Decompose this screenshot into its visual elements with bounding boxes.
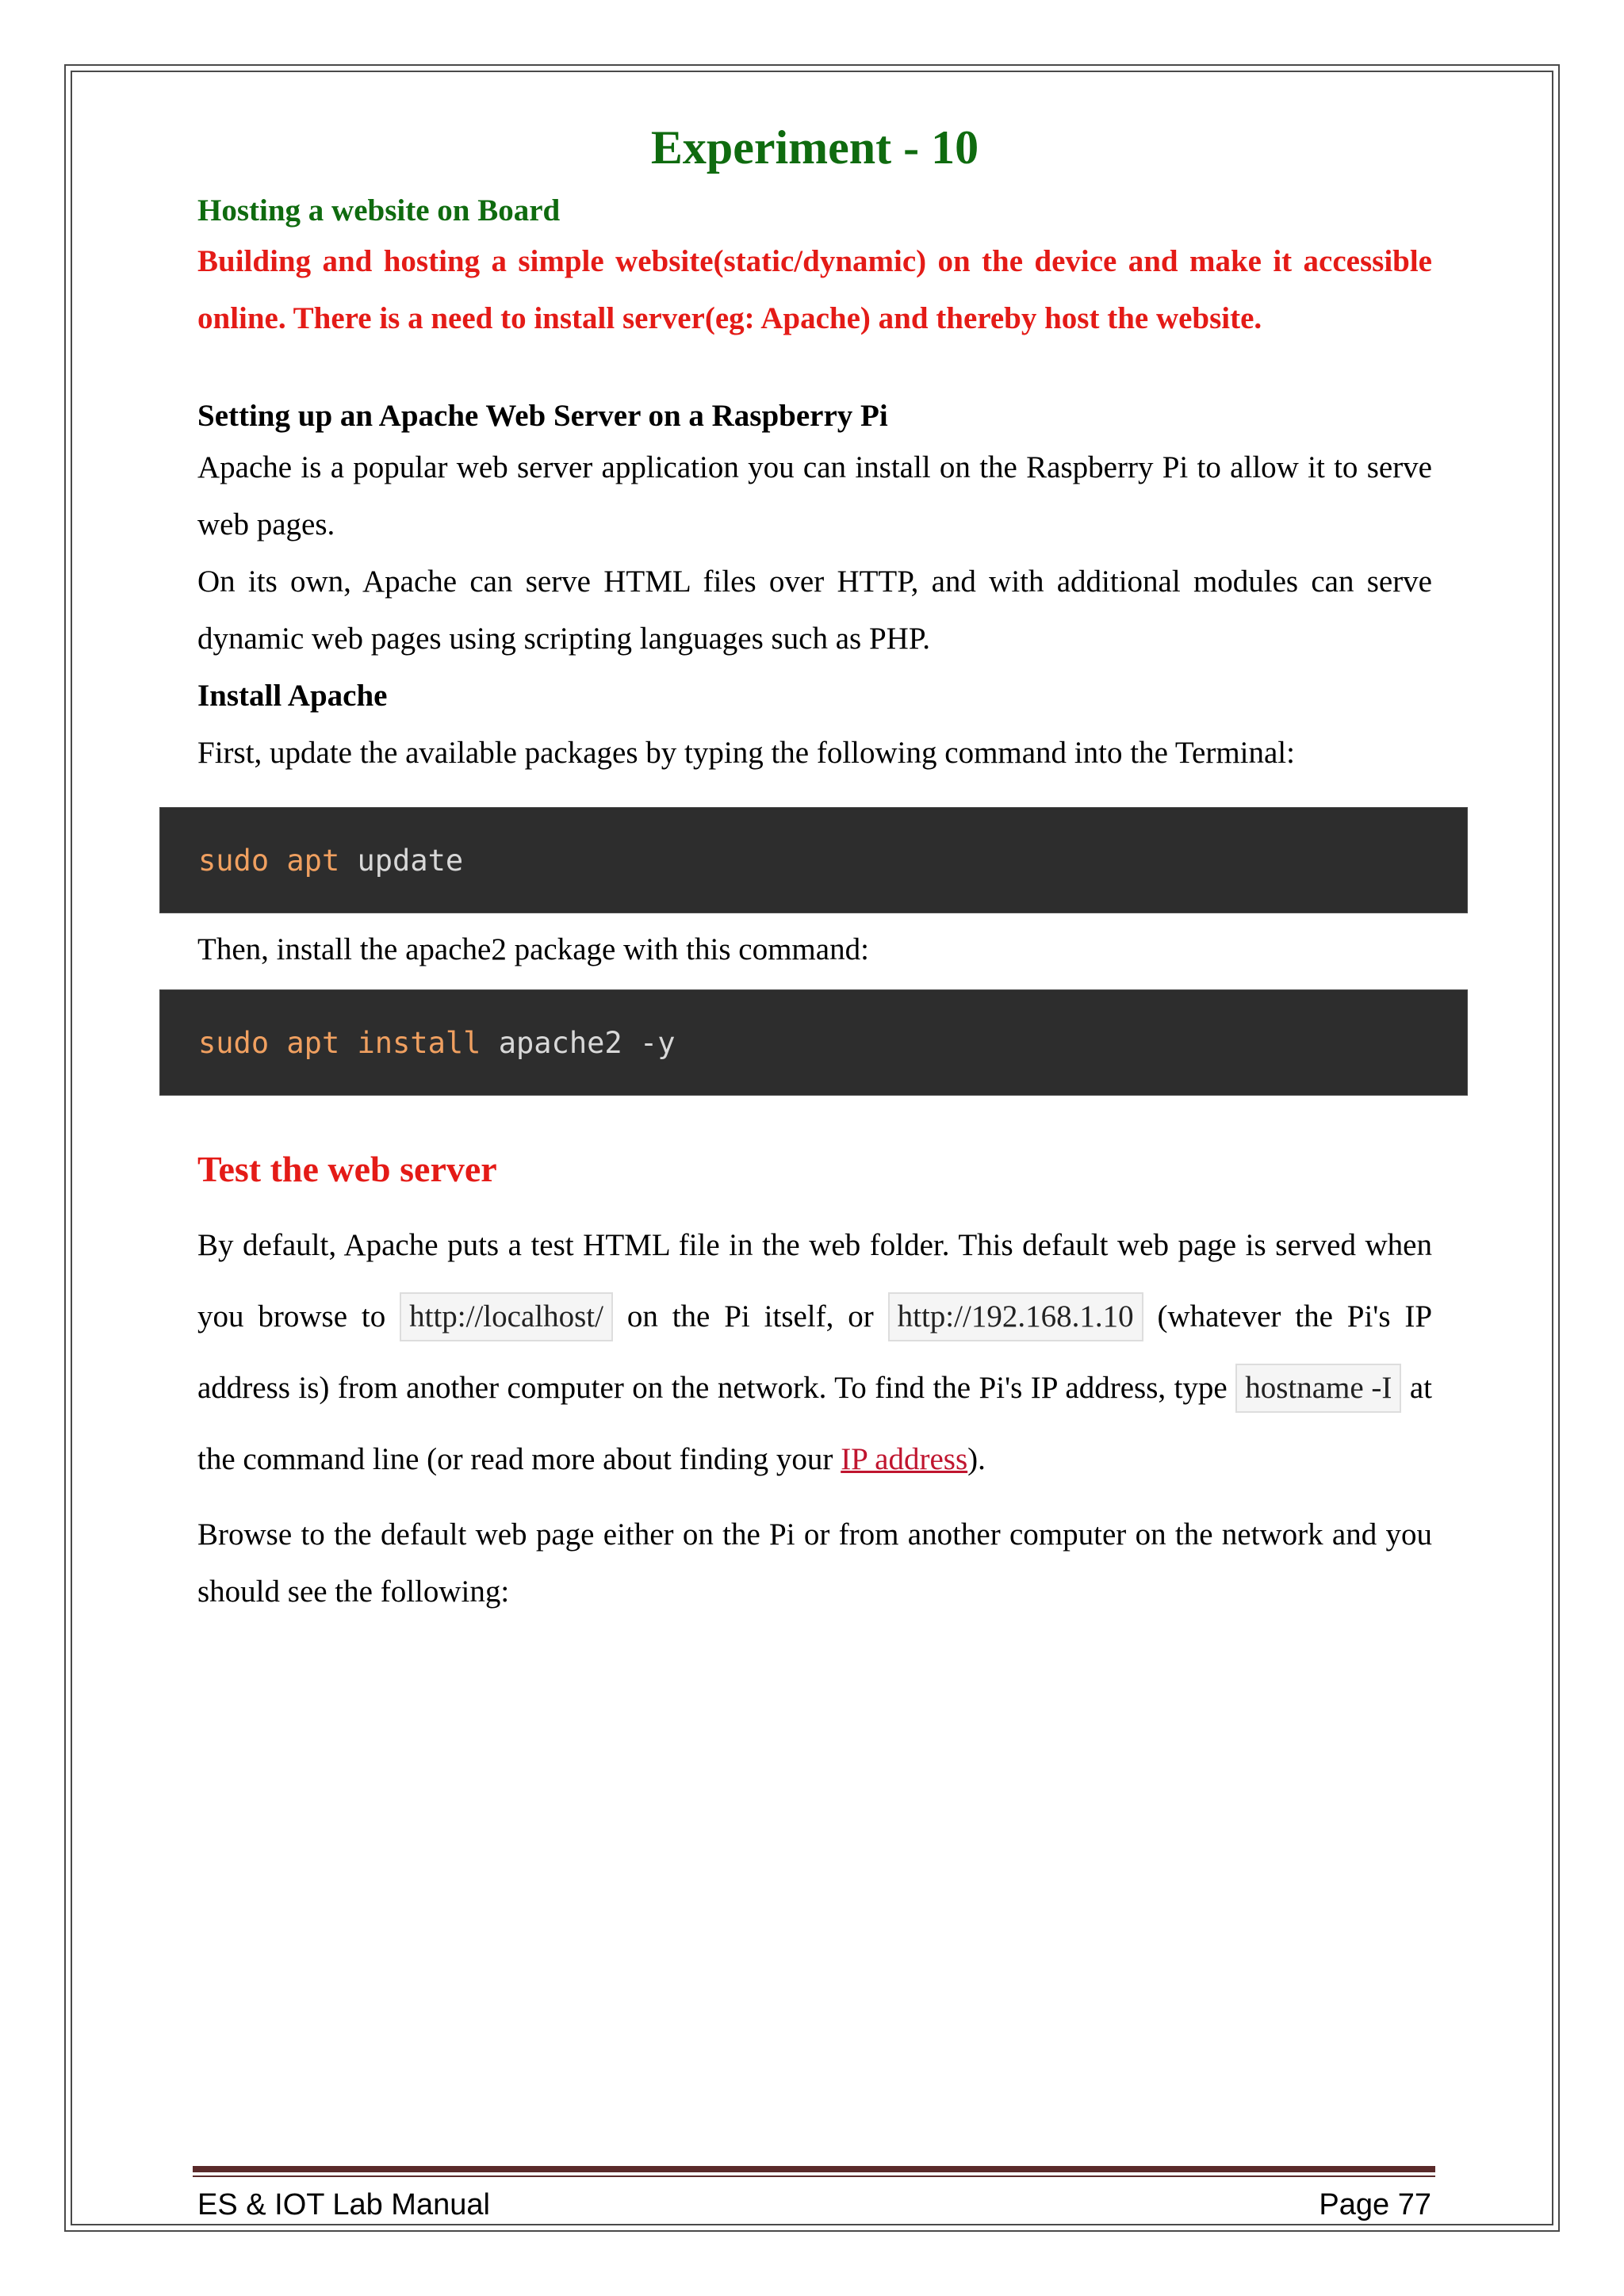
test-server-paragraph bbox=[197, 1210, 1432, 1495]
code-keyword: sudo bbox=[198, 843, 270, 878]
inline-code-hostname: hostname -I bbox=[1235, 1364, 1401, 1413]
inline-code-localhost: http://localhost/ bbox=[400, 1292, 613, 1341]
code-keyword: apt bbox=[286, 843, 340, 878]
code-keyword: install bbox=[357, 1025, 481, 1060]
inline-code-ip: http://192.168.1.10 bbox=[888, 1292, 1143, 1341]
text-run: at the command line (or read more about finding your bbox=[197, 1371, 1433, 1476]
experiment-title: Experiment - 10 bbox=[650, 121, 979, 174]
code-keyword: apt bbox=[286, 1025, 340, 1060]
install-then-paragraph: Then, install the apache2 package with this command: bbox=[197, 932, 869, 966]
code-keyword: sudo bbox=[198, 1025, 270, 1060]
text-run: ). bbox=[967, 1442, 986, 1476]
page-content bbox=[197, 111, 1432, 1621]
code-argument: apache2 -y bbox=[498, 1025, 676, 1060]
code-block-apt-install bbox=[159, 989, 1468, 1096]
text-run: (whatever the Pi's IP address is) from another computer on the network. To find the Pi's IP address, type bbox=[197, 1299, 1433, 1405]
footer-manual-title: ES & IOT Lab Manual bbox=[197, 2188, 490, 2221]
section-heading-test-web-server: Test the web server bbox=[197, 1149, 497, 1189]
footer-rule bbox=[193, 2166, 1435, 2172]
apache-modules-paragraph: On its own, Apache can serve HTML files over HTTP, and with additional modules can serve dynamic web pages using scripting languages such as PHP. bbox=[197, 564, 1432, 656]
code-argument: update bbox=[357, 843, 464, 878]
text-run: By default, Apache puts a test HTML file in the web folder. This default web page is served when you browse to bbox=[197, 1228, 1432, 1334]
experiment-aim: Building and hosting a simple website(static/dynamic) on the device and make it accessible online. There is a need to install server(eg: Apache) and thereby host the website. bbox=[197, 244, 1432, 335]
browse-default-page-paragraph: Browse to the default web page either on the Pi or from another computer on the network and you should see the following: bbox=[197, 1517, 1432, 1609]
footer-rule-thin bbox=[193, 2175, 1435, 2177]
experiment-subtitle: Hosting a website on Board bbox=[197, 193, 561, 228]
code-block-apt-update bbox=[159, 807, 1468, 913]
install-intro-paragraph: First, update the available packages by typing the following command into the Terminal: bbox=[197, 736, 1295, 770]
apache-intro-paragraph: Apache is a popular web server application you can install on the Raspberry Pi to allow it to serve web pages. bbox=[197, 450, 1432, 541]
text-run: on the Pi itself, or bbox=[626, 1299, 874, 1334]
section-heading-install-apache: Install Apache bbox=[197, 679, 388, 713]
section-heading-apache-setup: Setting up an Apache Web Server on a Raspberry Pi bbox=[197, 399, 888, 433]
footer-page-number: Page 77 bbox=[1319, 2188, 1431, 2221]
ip-address-link[interactable]: IP address bbox=[841, 1442, 968, 1476]
